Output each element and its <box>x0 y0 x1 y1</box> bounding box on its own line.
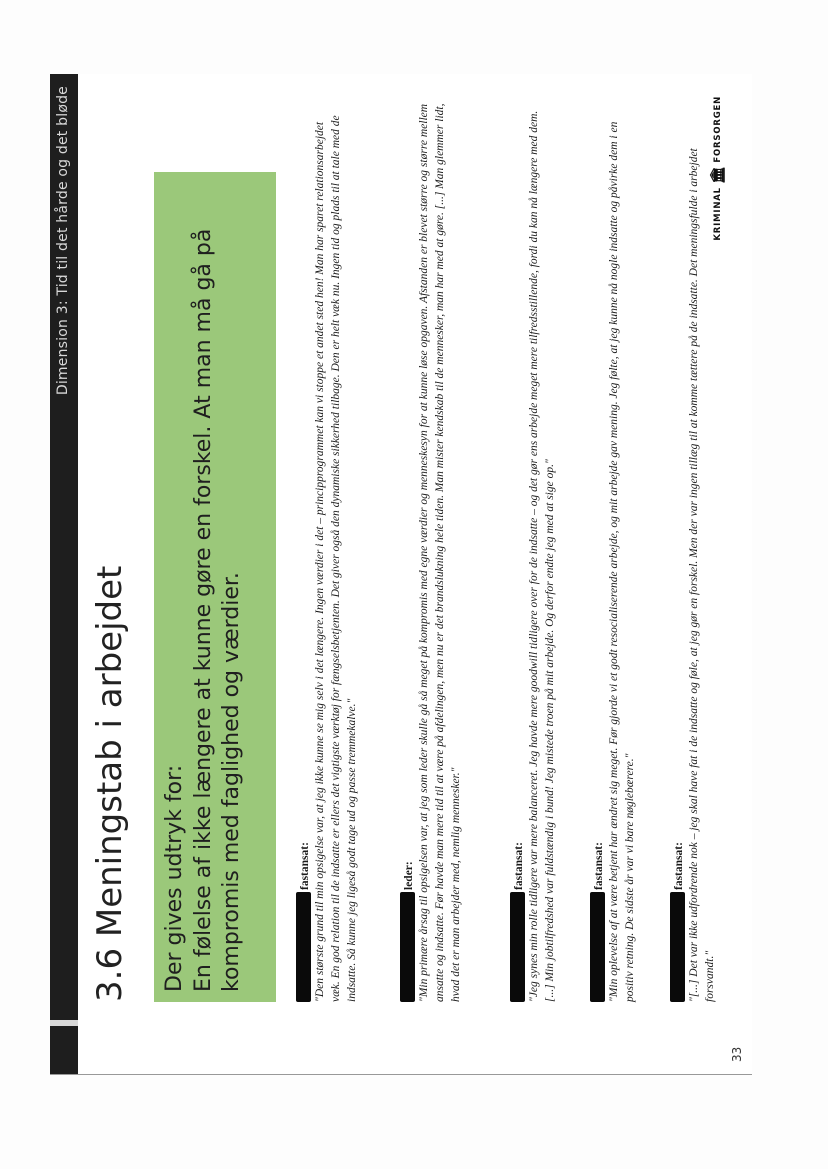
highlight-box <box>154 172 276 1002</box>
speaker-role: fastansat: <box>299 842 311 890</box>
quote-text: "Min primære årsag til opsigelsen var, at jeg som leder skulle gå så meget på kompromis med egne værdier og menneskesyn for at kunne løse opgaven. Afstanden er blevet større og større mellem ansatte og indsatte. Før havde man mere tid til at være på afdelingen, men nu er det brandslukning hele tiden. Man mister kendskab til de mennesker, man har med at gøre. [...] Man glemmer lidt, hvad det er man arbejder med, nemlig mennesker." <box>418 103 462 1002</box>
presentation-slide <box>50 74 752 1075</box>
speaker-role: fastansat: <box>593 842 605 890</box>
redaction-bar <box>400 892 415 1002</box>
quote-text: "Jeg synes min rolle tidligere var mere balanceret. Jeg havde mere goodwill tidligere over for de indsatte – og det gør ens arbejde meget mere tilfredsstillende, fordi du kan nå længere med dem. [...] Min jobtilfredshed var fuldstændig i bund! Jeg mistede troen på mit arbejde. Og derfor endte jeg med at sige op." <box>528 110 556 1002</box>
speaker-role: fastansat: <box>513 842 525 890</box>
speaker-role: leder: <box>403 861 415 890</box>
highlight-intro: Der gives udtryk for: <box>162 764 187 992</box>
redaction-bar <box>590 892 605 1002</box>
redaction-bar <box>510 892 525 1002</box>
highlight-statement: En følelse af ikke længere at kunne gøre en forskel. At man må gå på kompromis med faglighed og værdier. <box>191 228 244 992</box>
page-number: 33 <box>730 1046 744 1062</box>
quote-text: "Den største grund til min opsigelse var, at jeg ikke kunne se mig selv i det længere. Ingen værdier i det – principprogrammet kan vi stoppe et andet sted hen! Man har sparet relationsarbejdet væk. En god relation til de indsatte er ellers det vigtigste værktøj for fængselsbetjenten. Det giver også den dynamiske sikkerhed tilbage. Den er helt væk nu. Ingen tid og plads til at tale med de indsatte. Så kunne jeg ligeså godt tage ud og passe tremmekalve." <box>314 115 358 1002</box>
header-bar <box>50 74 78 1074</box>
dimension-label: Dimension 3: Tid til det hårde og det bløde <box>55 86 71 396</box>
quote-block <box>510 102 558 1002</box>
quote-text: "Min oplevelse af at være betjent har ændret sig meget. Før gjorde vi et godt resocialiserende arbejde, og mit arbejde gav mening. Jeg følte, at jeg kunne nå nogle indsatte og påvirke dem i en positiv retning. De sidste år var vi bare nøglebærere." <box>608 121 636 1002</box>
quote-block <box>296 102 360 1002</box>
speaker-role: fastansat: <box>673 842 685 890</box>
kriminalforsorgen-logo-icon: 🏛︎ <box>710 165 726 185</box>
quote-text: "[...] Det var ikke udfordrende nok – jeg skal have fat i de indsatte og føle, at jeg gør en forskel. Men der var ingen tillæg til at komme tættere på de indsatte. Det meningsfulde i arbejdet forsvandt." <box>688 148 716 1002</box>
kriminalforsorgen-logo <box>710 96 726 241</box>
quote-block <box>400 102 464 1002</box>
slide-title: 3.6 Meningstab i arbejdet <box>90 565 130 1002</box>
redaction-bar <box>670 892 685 1002</box>
quote-speaker <box>296 102 312 1002</box>
quote-speaker <box>670 102 686 1002</box>
logo-text-right: FORSORGEN <box>713 96 723 163</box>
redaction-bar <box>296 892 311 1002</box>
quote-speaker <box>590 102 606 1002</box>
quote-block <box>590 102 638 1002</box>
logo-text-left: KRIMINAL <box>713 187 723 241</box>
quote-speaker <box>400 102 416 1002</box>
quote-speaker <box>510 102 526 1002</box>
header-accent <box>50 1020 78 1026</box>
